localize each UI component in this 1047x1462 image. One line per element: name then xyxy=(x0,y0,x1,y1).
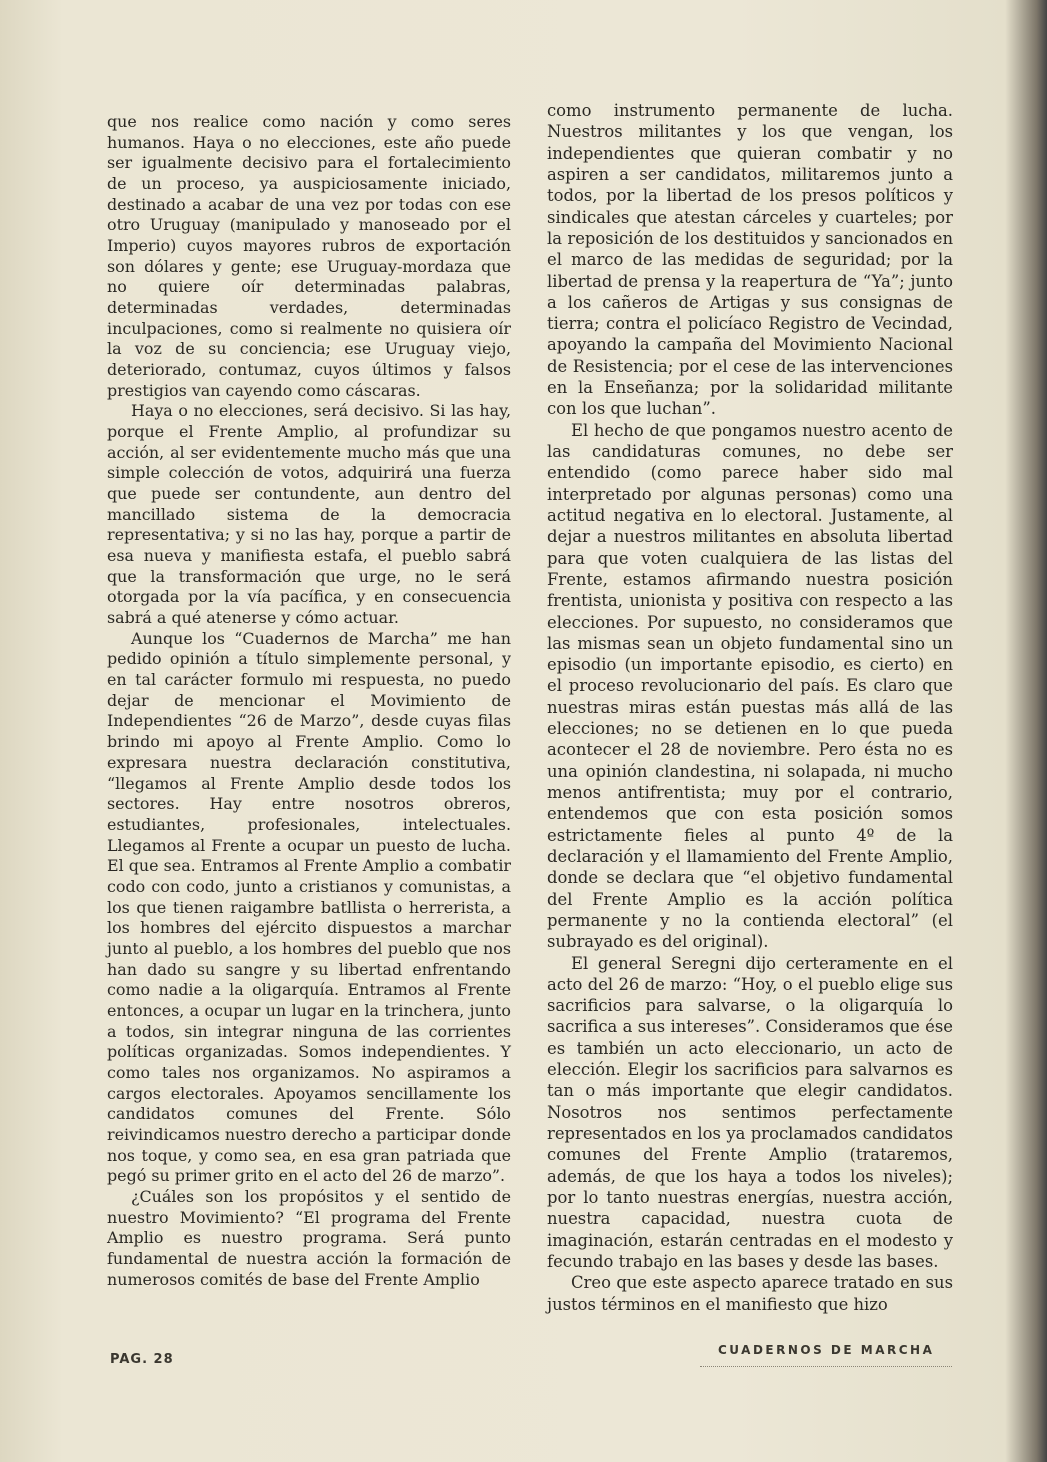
page-number: PAG. 28 xyxy=(110,1352,174,1367)
paragraph: El hecho de que pongamos nuestro acento de las candidaturas comunes, no debe ser entendido (como parece haber sido mal interpretado por algunas personas) como una actitud negativa en lo electoral. Justamente, al dejar a nuestros militantes en absoluta libertad para que voten cualquiera de las listas del Frente, estamos afirmando nuestra posición frentista, unionista y positiva con respecto a las elecciones. Por supuesto, no consideramos que las mismas sean un objeto fundamental sino un episodio (un importante episodio, es cierto) en el proceso revolucionario del país. Es claro que nuestras miras están puestas más allá de las elecciones; no se detienen en lo que pueda acontecer el 28 de noviembre. Pero ésta no es una opinión clandestina, ni solapada, ni mucho menos antifrentista; muy por el contrario, entendemos que con esta posición somos estrictamente fieles al punto 4º de la declaración y el llamamiento del Frente Amplio, donde se declara que “el objetivo fundamental del Frente Amplio es la acción política permanente y no la contienda electoral” (el subrayado es del original). xyxy=(547,420,953,952)
paragraph: como instrumento permanente de lucha. Nuestros militantes y los que vengan, los independientes que quieran combatir y no aspiren a ser candidatos, militaremos junto a todos, por la libertad de los presos políticos y sindicales que atestan cárceles y cuarteles; por la reposición de los destituidos y sancionados en el marco de las medidas de seguridad; por la libertad de prensa y la reapertura de “Ya”; junto a los cañeros de Artigas y sus consignas de tierra; contra el policíaco Registro de Vecindad, apoyando la campaña del Movimiento Nacional de Resistencia; por el cese de las intervenciones en la Enseñanza; por la solidaridad militante con los que luchan”. xyxy=(547,101,953,419)
paragraph: Creo que este aspecto aparece tratado en sus justos términos en el manifiesto que hizo xyxy=(547,1273,953,1314)
right-column xyxy=(547,100,953,1315)
paragraph: Aunque los “Cuadernos de Marcha” me han pedido opinión a título simplemente personal, y en tal carácter formulo mi respuesta, no puedo dejar de mencionar el Movimiento de Independientes “26 de Marzo”, desde cuyas filas brindo mi apoyo al Frente Amplio. Como lo expresara nuestra declaración constitutiva, “llegamos al Frente Amplio desde todos los sectores. Hay entre nosotros obreros, estudiantes, profesionales, intelectuales. Llegamos al Frente a ocupar un puesto de lucha. El que sea. Entramos al Frente Amplio a combatir codo con codo, junto a cristianos y comunistas, a los que tienen raigambre batllista o herrerista, a los hombres del ejército dispuestos a marchar junto al pueblo, a los hombres del pueblo que nos han dado su sangre y su libertad enfrentando como nadie a la oligarquía. Entramos al Frente entonces, a ocupar un lugar en la trinchera, junto a todos, sin integrar ninguna de las corrientes políticas organizadas. Somos independientes. Y como tales nos organizamos. No aspiramos a cargos electorales. Apoyamos sencillamente los candidatos comunes del Frente. Sólo reivindicamos nuestro derecho a participar donde nos toque, y como sea, en esa gran patriada que pegó su primer grito en el acto del 26 de marzo”. xyxy=(107,628,511,1186)
paragraph: que nos realice como nación y como seres humanos. Haya o no elecciones, este año puede ser igualmente decisivo para el fortalecimiento de un proceso, ya auspiciosamente iniciado, destinado a acabar de una vez por todas con ese otro Uruguay (manipulado y manoseado por el Imperio) cuyos mayores rubros de exportación son dólares y gente; ese Uruguay-mordaza que no quiere oír determinadas palabras, determinadas verdades, determinadas inculpaciones, como si realmente no quisiera oír la voz de su conciencia; ese Uruguay viejo, deteriorado, contumaz, cuyos últimos y falsos prestigios van cayendo como cáscaras. xyxy=(107,112,511,400)
publication-name: CUADERNOS DE MARCHA xyxy=(718,1343,935,1357)
paragraph: El general Seregni dijo certeramente en el acto del 26 de marzo: “Hoy, o el pueblo elige sus sacrificios para salvarse, o la oligarquía lo sacrifica a sus intereses”. Consideramos que ése es también un acto eleccionario, un acto de elección. Elegir los sacrificios para salvarnos es tan o más importante que elegir candidatos. Nosotros nos sentimos perfectamente representados en los ya proclamados candidatos comunes del Frente Amplio (trataremos, además, de que los haya a todos los niveles); por lo tanto nuestras energías, nuestra acción, nuestra capacidad, nuestra cuota de imaginación, estarán centradas en el modesto y fecundo trabajo en las bases y desde las bases. xyxy=(547,953,953,1271)
paragraph: ¿Cuáles son los propósitos y el sentido de nuestro Movimiento? “El programa del Frente Amplio es nuestro programa. Será punto fundamental de nuestra acción la formación de numerosos comités de base del Frente Amplio xyxy=(107,1186,511,1289)
left-column xyxy=(107,112,511,1290)
paragraph: Haya o no elecciones, será decisivo. Si las hay, porque el Frente Amplio, al profundizar su acción, al ser evidentemente mucho más que una simple colección de votos, adquirirá una fuerza que puede ser contundente, aun dentro del mancillado sistema de la democracia representativa; y si no las hay, porque a partir de esa nueva y manifiesta estafa, el pueblo sabrá que la transformación que urge, no le será otorgada por la vía pacífica, y en consecuencia sabrá a qué atenerse y cómo actuar. xyxy=(107,401,511,628)
footer-rule xyxy=(700,1366,952,1368)
